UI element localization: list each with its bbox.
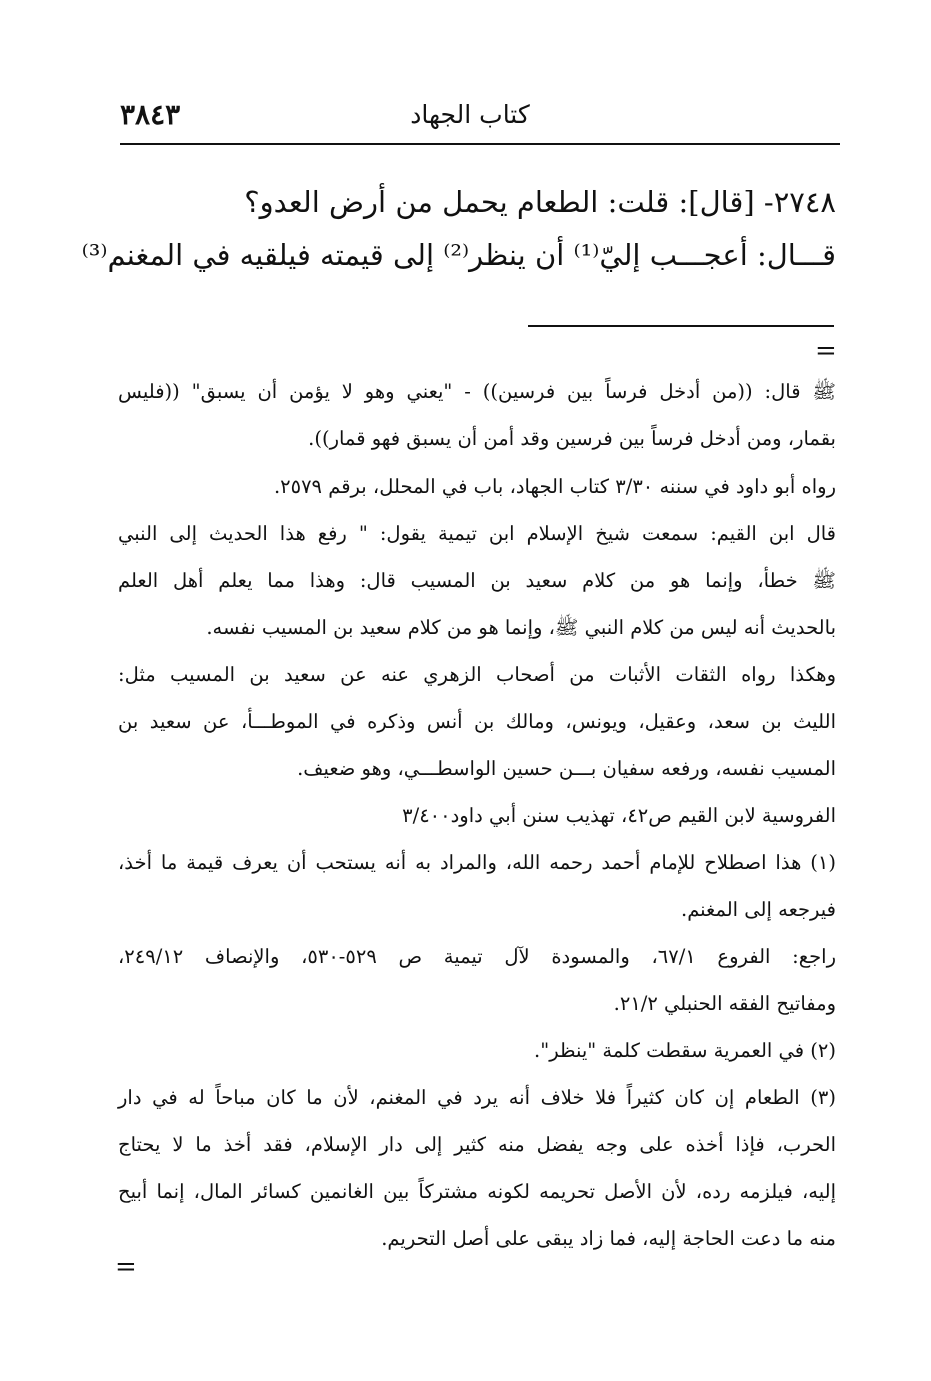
footnote-line: رواه أبو داود في سننه ٣/٣٠ كتاب الجهاد، باب في المحلل، برقم ٢٥٧٩.: [273, 475, 836, 498]
footnote-line: راجع: الفروع ٦٧/١، والمسودة لآل تيمية ص ٥٢٩-٥٣٠، والإنصاف ٢٤٩/١٢،: [118, 945, 836, 968]
footnote-line: منه ما دعت الحاجة إليه، فما زاد يبقى على أصل التحريم.: [381, 1227, 836, 1250]
footnote-line: الحرب، فإذا أخذه على وجه يفضل منه كثير إلى دار الإسلام، فقد أخذ ما لا يحتاج: [118, 1133, 836, 1156]
footnote-line: المسيب نفسه، ورفعه سفيان بـــن حسين الواسطـــي، وهو ضعيف.: [297, 757, 836, 780]
page-number: ٣٨٤٣: [120, 98, 181, 131]
footnote-line: (٢) في العمرية سقطت كلمة "ينظر".: [534, 1039, 836, 1062]
continuation-marker: =: [815, 336, 837, 366]
footnote-separator: [528, 325, 834, 327]
continuation-marker: =: [115, 1252, 137, 1282]
question-line: ٢٧٤٨- [قال]: قلت: الطعام يحمل من أرض العدو؟: [244, 185, 836, 219]
footnote-line: وهكذا رواه الثقات الأثبات من أصحاب الزهري عنه عن سعيد بن المسيب مثل:: [118, 663, 836, 686]
footnote-line: (١) هذا اصطلاح للإمام أحمد رحمه الله، والمراد به أنه يستحب أن يعرف قيمة ما أخذ،: [118, 851, 836, 874]
footnote-line: بالحديث أنه ليس من كلام النبي ﷺ، وإنما هو من كلام سعيد بن المسيب نفسه.: [206, 616, 836, 639]
footnote-line: الفروسية لابن القيم ص٤٢، تهذيب سنن أبي داود٣/٤٠٠: [402, 804, 836, 827]
footnote-line: فيرجعه إلى المغنم.: [681, 898, 836, 921]
running-title: كتاب الجهاد: [410, 100, 530, 129]
footnote-line: بقمار، ومن أدخل فرساً بين فرسين وقد أمن أن يسبق فهو قمار)).: [308, 427, 836, 450]
header-rule: [120, 143, 840, 145]
answer-line: قـــال: أعجـــب إليّ⁽¹⁾ أن ينظر⁽²⁾ إلى قيمته فيلقيه في المغنم⁽³⁾: [81, 238, 836, 272]
footnote-line: ﷺ قال: ((من أدخل فرساً بين فرسين)) - "يعني وهو لا يؤمن أن يسبق" ((فليس: [118, 380, 836, 403]
footnote-line: إليه، فيلزمه رده، لأن الأصل تحريمه لكونه مشتركاً بين الغانمين كسائر المال، إنما أبيح: [118, 1180, 836, 1203]
footnote-line: ومفاتيح الفقه الحنبلي ٢١/٢.: [613, 992, 836, 1015]
footnote-line: قال ابن القيم: سمعت شيخ الإسلام ابن تيمية يقول: " رفع هذا الحديث إلى النبي: [118, 522, 836, 545]
footnote-line: (٣) الطعام إن كان كثيراً فلا خلاف أنه يرد في المغنم، لأن ما كان مباحاً له في دار: [118, 1086, 836, 1109]
footnote-line: ﷺ خطأ، وإنما هو من كلام سعيد بن المسيب قال: وهذا مما يعلم أهل العلم: [118, 569, 836, 592]
footnote-line: الليث بن سعد، وعقيل، ويونس، ومالك بن أنس وذكره في الموطـــأ، عن سعيد بن: [118, 710, 836, 733]
